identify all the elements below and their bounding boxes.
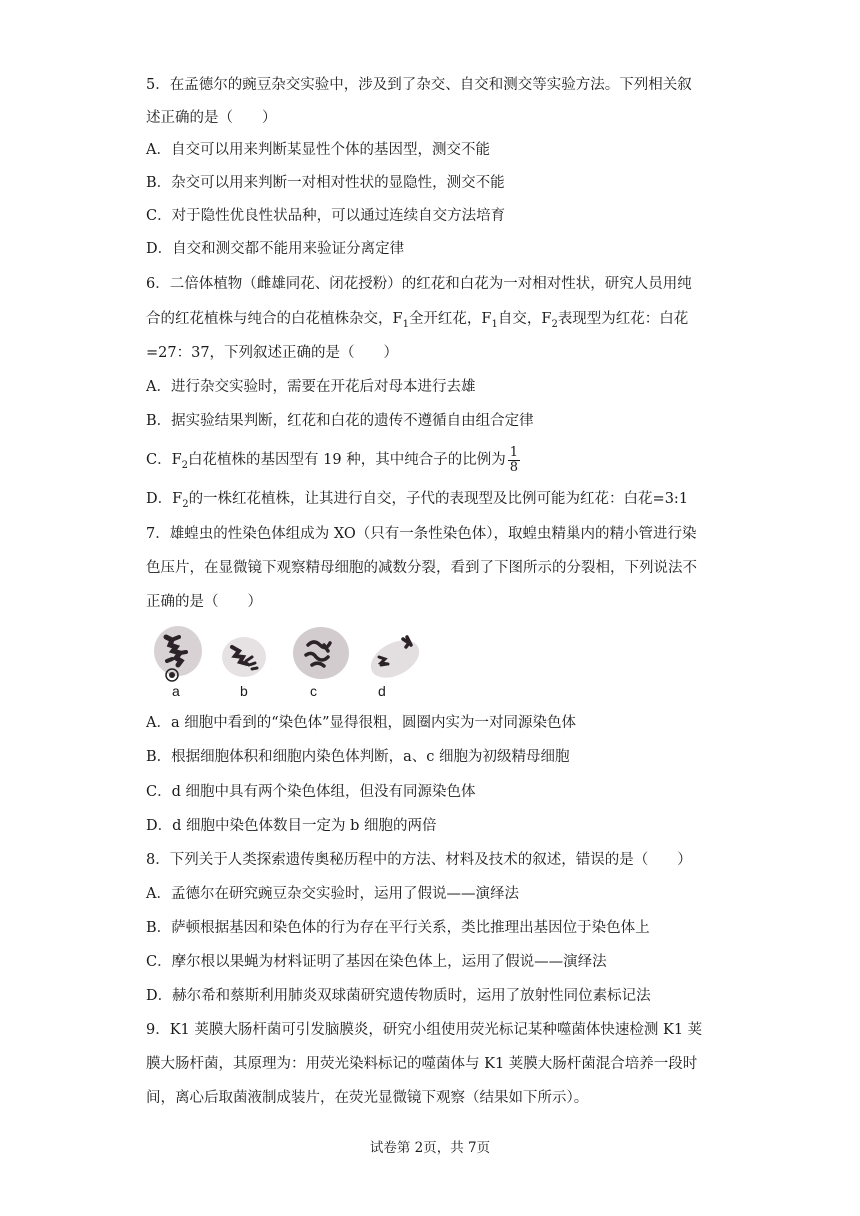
q8-option-d: D．赫尔希和蔡斯利用肺炎双球菌研究遗传物质时，运用了放射性同位素标记法 <box>146 988 651 1004</box>
q5-stem-line2: 述正确的是（ ） <box>146 110 277 126</box>
q7-option-c: C．d 细胞中具有两个染色体组，但没有同源染色体 <box>146 784 476 800</box>
q9-stem-line1: 9．K1 荚膜大肠杆菌可引发脑膜炎，研究小组使用荧光标记某种噬菌体快速检测 K1 荚 <box>146 1022 703 1038</box>
q5-option-b: B．杂交可以用来判断一对相对性状的显隐性，测交不能 <box>146 175 505 191</box>
q8-option-b: B．萨顿根据基因和染色体的行为存在平行关系，类比推理出基因位于染色体上 <box>146 920 650 936</box>
cell-c-image <box>290 625 352 685</box>
q5-option-a: A．自交可以用来判断某显性个体的基因型，测交不能 <box>146 142 490 158</box>
meiosis-micrograph-figure <box>150 625 430 703</box>
q6-option-b: B．据实验结果判断，红花和白花的遗传不遵循自由组合定律 <box>146 413 534 429</box>
q9-stem-line3: 间，离心后取菌液制成装片，在荧光显微镜下观察（结果如下所示）。 <box>146 1090 589 1106</box>
figure-label-a: a <box>172 683 180 699</box>
q7-stem-line2: 色压片，在显微镜下观察精母细胞的减数分裂，看到了下图所示的分裂相，下列说法不 <box>146 560 697 576</box>
q7-stem-line3: 正确的是（ ） <box>146 594 262 610</box>
cell-b-image <box>218 631 270 683</box>
q7-option-d: D．d 细胞中染色体数目一定为 b 细胞的两倍 <box>146 818 437 834</box>
q5-option-d: D．自交和测交都不能用来验证分离定律 <box>146 241 405 257</box>
figure-label-d: d <box>378 683 386 699</box>
q7-option-a: A．a 细胞中看到的“染色体”显得很粗，圆圈内实为一对同源染色体 <box>146 715 577 731</box>
figure-label-b: b <box>240 683 248 699</box>
q5-option-c: C．对于隐性优良性状品种，可以通过连续自交方法培育 <box>146 208 506 224</box>
q6-option-a: A．进行杂交实验时，需要在开花后对母本进行去雄 <box>146 379 476 395</box>
q6-stem-line3: =27：37，下列叙述正确的是（ ） <box>146 345 399 361</box>
figure-label-c: c <box>310 683 317 699</box>
cell-a-image <box>150 625 208 687</box>
q6-stem-line2: 合的红花植株与纯合的白花植株杂交，$F_1$全开红花，$F_1$自交，$F_2$表现型为红花：白花 <box>146 311 689 330</box>
q7-option-b: B．根据细胞体积和细胞内染色体判断，a、c 细胞为初级精母细胞 <box>146 749 570 765</box>
fraction: $\frac{1}{8}$ <box>509 444 518 475</box>
q9-stem-line2: 膜大肠杆菌，其原理为：用荧光染料标记的噬菌体与 K1 荚膜大肠杆菌混合培养一段时 <box>146 1056 698 1072</box>
q8-option-c: C．摩尔根以果蝇为材料证明了基因在染色体上，运用了假说——演绎法 <box>146 954 607 970</box>
cell-d-image <box>365 629 431 681</box>
q6-option-d: D．$F_2$的一株红花植株，让其进行自交，子代的表现型及比例可能为红花：白花=3:1 <box>146 491 689 510</box>
q8-stem: 8．下列关于人类探索遗传奥秘历程中的方法、材料及技术的叙述，错误的是（ ） <box>146 852 692 868</box>
q8-option-a: A．孟德尔在研究豌豆杂交实验时，运用了假说——演绎法 <box>146 886 519 902</box>
q5-stem-line1: 5．在孟德尔的豌豆杂交实验中，涉及到了杂交、自交和测交等实验方法。下列相关叙 <box>146 77 692 93</box>
q6-stem-line1: 6．二倍体植物（雌雄同花、闭花授粉）的红花和白花为一对相对性状，研究人员用纯 <box>146 276 692 292</box>
q7-stem-line1: 7．雄蝗虫的性染色体组成为 XO（只有一条性染色体），取蝗虫精巢内的精小管进行染 <box>146 526 697 542</box>
q6-option-c: C．$F_2$白花植株的基因型有 19 种，其中纯合子的比例为 $\frac{1}{8}$ <box>146 444 518 475</box>
page-footer: 试卷第 2页，共 7页 <box>369 1140 491 1156</box>
